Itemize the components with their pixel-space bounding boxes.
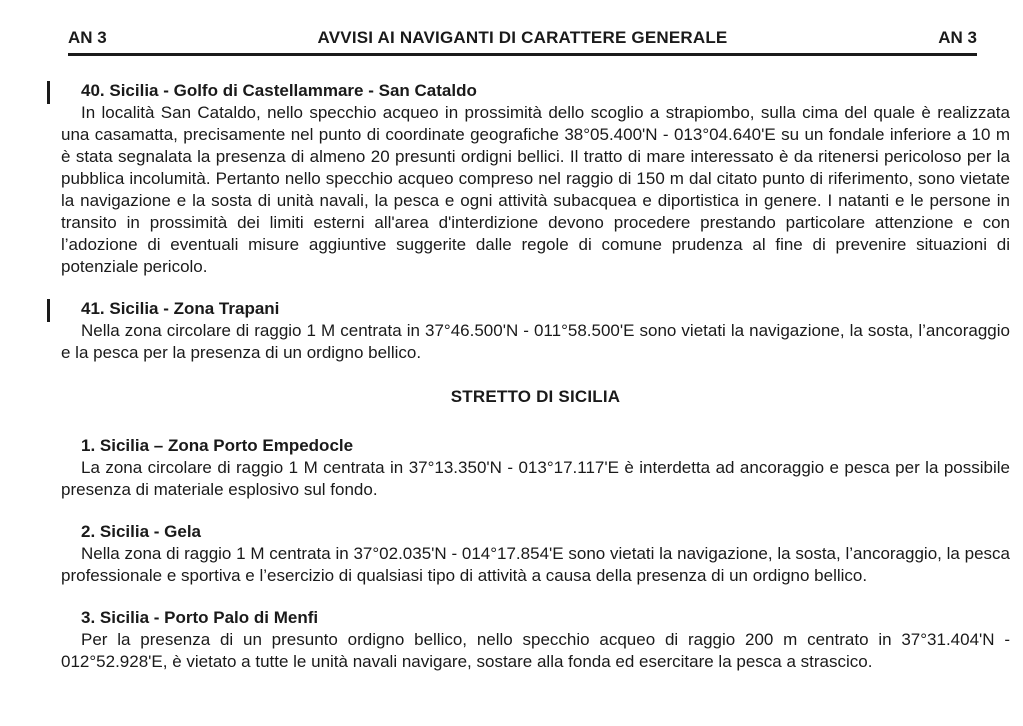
notice-2 [61, 521, 1010, 587]
notices-body [61, 80, 1010, 673]
notice-text: La zona circolare di raggio 1 M centrata in 37°13.350'N - 013°17.117'E è interdetta ad ancoraggio e pesca per la possibile presenza di materiale esplosivo sul fondo. [61, 458, 1010, 499]
notice-text: Nella zona circolare di raggio 1 M centrata in 37°46.500'N - 011°58.500'E sono vietati la navigazione, la sosta, l’ancoraggio e la pesca per la presenza di un ordigno bellico. [61, 321, 1010, 362]
region-heading: STRETTO DI SICILIA [450, 387, 621, 406]
notice-1 [61, 435, 1010, 501]
notice-text: Per la presenza di un presunto ordigno bellico, nello specchio acqueo di raggio 200 m centrato in 37°31.404'N - 012°52.928'E, è vietato a tutte le unità navali navigare, sostare alla fonda ed esercitare la pesca a strascico. [61, 630, 1010, 671]
header-right-code: AN 3 [938, 28, 977, 47]
notice-heading: 1. Sicilia – Zona Porto Empedocle [81, 436, 354, 455]
change-bar [47, 299, 50, 322]
notice-heading: 40. Sicilia - Golfo di Castellammare - San Cataldo [81, 81, 477, 100]
notice-41 [61, 298, 1010, 364]
page-title: AVVISI AI NAVIGANTI DI CARATTERE GENERALE [317, 28, 728, 47]
notice-3 [61, 607, 1010, 673]
header-left-code: AN 3 [68, 28, 107, 47]
notice-40 [61, 80, 1010, 278]
change-bar [47, 81, 50, 104]
notice-text: Nella zona di raggio 1 M centrata in 37°02.035'N - 014°17.854'E sono vietati la navigazione, la sosta, l’ancoraggio, la pesca professionale e sportiva e l’esercizio di qualsiasi tipo di attività a causa della presenza di un ordigno bellico. [61, 544, 1010, 585]
page-header [68, 27, 977, 56]
notice-heading: 3. Sicilia - Porto Palo di Menfi [81, 608, 319, 627]
notice-heading: 2. Sicilia - Gela [81, 522, 202, 541]
notice-heading: 41. Sicilia - Zona Trapani [81, 299, 280, 318]
notice-text: In località San Cataldo, nello specchio acqueo in prossimità dello scoglio a strapiombo, sulla cima del quale è realizzata una casamatta, precisamente nel punto di coordinate geografiche 38°05.400'N - 013°04.640'E su un fondale inferiore a 10 m è stata segnalata la presenza di almeno 20 presunti ordigni bellici. Il tratto di mare interessato è da ritenersi pericoloso per la pubblica incolumità. Pertanto nello specchio acqueo compreso nel raggio di 150 m dal citato punto di riferimento, sono vietate la navigazione e la sosta di unità navali, la pesca e ogni attività subacquea e diportistica in genere. I natanti e le persone in transito in prossimità dei limiti esterni all'area d'interdizione devono procedere prestando particolare attenzione e con l’adozione di eventuali misure aggiuntive suggerite dalle regole di comune prudenza al fine di prevenire situazioni di potenziale pericolo. [61, 103, 1010, 276]
